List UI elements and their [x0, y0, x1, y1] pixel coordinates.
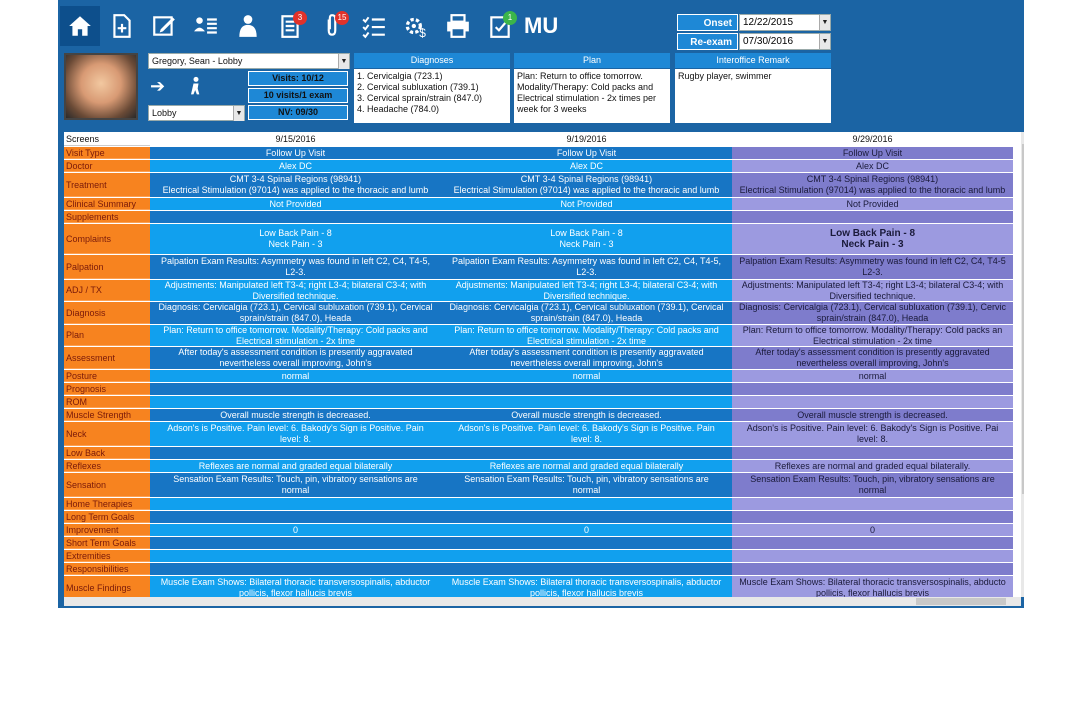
row-label: Assessment — [64, 347, 150, 369]
grid-row — [64, 255, 1021, 279]
grid-cell[interactable]: Adson's is Positive. Pain level: 6. Bakody's Sign is Positive. Pain level: 8. — [150, 422, 441, 446]
row-label: Treatment — [64, 173, 150, 197]
grid-cell[interactable]: Plan: Return to office tomorrow. Modality/Therapy: Cold packs and Electrical stimulation - 2x time — [150, 325, 441, 346]
notes-button[interactable] — [270, 6, 310, 46]
row-label: Palpation — [64, 255, 150, 279]
grid-cell[interactable]: After today's assessment condition is presently aggravated nevertheless overall improving, John's — [441, 347, 732, 369]
row-label: Reflexes — [64, 460, 150, 472]
row-label: Doctor — [64, 160, 150, 172]
diagnosis-line: 2. Cervical subluxation (739.1) — [357, 82, 479, 92]
grid-cell[interactable]: Diagnosis: Cervicalgia (723.1), Cervical subluxation (739.1), Cervic sprain/strain (847.0), Heada — [732, 302, 1013, 324]
grid-cell[interactable]: CMT 3-4 Spinal Regions (98941) Electrical Stimulation (97014) was applied to the thoracic and lumb — [441, 173, 732, 197]
person-icon — [235, 13, 261, 39]
row-label: Neck — [64, 422, 150, 446]
row-label: Complaints — [64, 224, 150, 254]
grid-cell[interactable]: Diagnosis: Cervicalgia (723.1), Cervical subluxation (739.1), Cervical sprain/strain (847.0), Heada — [441, 302, 732, 324]
reexam-label: Re-exam — [677, 33, 738, 50]
row-label: ADJ / TX — [64, 280, 150, 301]
horizontal-scrollbar[interactable] — [64, 597, 1021, 606]
grid-row — [64, 147, 1021, 159]
row-label: Home Therapies — [64, 498, 150, 510]
row-label: ROM — [64, 396, 150, 408]
grid-cell[interactable]: Adjustments: Manipulated left T3-4; right L3-4; bilateral C3-4; with Diversified technique. — [150, 280, 441, 301]
svg-text:$: $ — [419, 25, 426, 39]
onset-date-value: 12/22/2015 — [743, 17, 794, 28]
diagnoses-box[interactable] — [354, 69, 510, 123]
home-icon — [67, 13, 93, 39]
grid-cell[interactable]: Diagnosis: Cervicalgia (723.1), Cervical subluxation (739.1), Cervical sprain/strain (847.0), Heada — [150, 302, 441, 324]
grid-cell[interactable] — [150, 447, 441, 459]
row-label: Clinical Summary — [64, 198, 150, 210]
grid-cell[interactable]: Sensation Exam Results: Touch, pin, vibratory sensations are normal — [150, 473, 441, 497]
patient-name: Gregory, Sean - Lobby — [152, 56, 243, 66]
grid-row — [64, 576, 1021, 597]
grid-cell[interactable]: 0 — [150, 524, 441, 536]
grid-cell[interactable] — [732, 537, 1013, 549]
grid-cell[interactable] — [441, 396, 732, 408]
grid-cell[interactable] — [732, 211, 1013, 223]
attachments-button[interactable] — [312, 6, 352, 46]
patient-photo — [64, 53, 138, 120]
grid-cell[interactable]: Alex DC — [150, 160, 441, 172]
grid-cell[interactable]: Follow Up Visit — [441, 147, 732, 159]
row-label: Low Back — [64, 447, 150, 459]
grid-cell[interactable]: normal — [150, 370, 441, 382]
grid-cell[interactable] — [732, 447, 1013, 459]
home-button[interactable] — [60, 6, 100, 46]
patient-list-button[interactable] — [186, 6, 226, 46]
grid-cell[interactable]: CMT 3-4 Spinal Regions (98941) Electrical Stimulation (97014) was applied to the thoracic and lumb — [150, 173, 441, 197]
grid-cell[interactable]: Palpation Exam Results: Asymmetry was found in left C2, C4, T4-5, L2-3. — [441, 255, 732, 279]
row-label: Visit Type — [64, 147, 150, 159]
empty-area — [0, 608, 1080, 712]
grid-cell[interactable]: Overall muscle strength is decreased. — [441, 409, 732, 421]
row-label: Long Term Goals — [64, 511, 150, 523]
grid-cell[interactable]: Palpation Exam Results: Asymmetry was found in left C2, C4, T4-5 L2-3. — [732, 255, 1013, 279]
plan-line: week for 3 weeks — [517, 104, 587, 114]
new-document-button[interactable] — [102, 6, 142, 46]
grid-row — [64, 160, 1021, 172]
plan-line: Plan: Return to office tomorrow. — [517, 71, 643, 81]
visits-count: Visits: 10/12 — [248, 71, 348, 86]
visit-date-header[interactable]: 9/29/2016 — [732, 132, 1013, 146]
grid-cell[interactable]: Adson's is Positive. Pain level: 6. Bakody's Sign is Positive. Pain level: 8. — [441, 422, 732, 446]
scroll-thumb[interactable] — [1022, 144, 1024, 494]
plan-line: Modality/Therapy: Cold packs and — [517, 82, 654, 92]
grid-cell[interactable]: Follow Up Visit — [732, 147, 1013, 159]
grid-row — [64, 447, 1021, 459]
diagnosis-line: 1. Cervicalgia (723.1) — [357, 71, 443, 81]
grid-row — [64, 524, 1021, 536]
chevron-down-icon[interactable]: ▼ — [338, 54, 349, 69]
attachments-badge: 15 — [335, 11, 349, 25]
grid-cell[interactable]: Muscle Exam Shows: Bilateral thoracic transversospinalis, abductor pollicis, flexor hallucis brevis — [150, 576, 441, 597]
patient-button[interactable] — [228, 6, 268, 46]
arrow-right-icon[interactable]: ➔ — [150, 76, 166, 96]
patient-list-icon — [193, 13, 219, 39]
grid-cell[interactable]: 0 — [441, 524, 732, 536]
grid-cell[interactable] — [150, 537, 441, 549]
grid-cell[interactable] — [150, 563, 441, 575]
grid-cell[interactable]: After today's assessment condition is presently aggravated nevertheless overall improving, John's — [150, 347, 441, 369]
row-label: Supplements — [64, 211, 150, 223]
visit-date-header[interactable]: 9/15/2016 — [150, 132, 441, 146]
grid-header-label: Screens — [64, 132, 150, 146]
reexam-date-field[interactable] — [739, 33, 831, 50]
chevron-down-icon[interactable]: ▼ — [819, 15, 830, 30]
row-label: Responsibilities — [64, 563, 150, 575]
grid-row — [64, 498, 1021, 510]
grid-cell[interactable]: Palpation Exam Results: Asymmetry was found in left C2, C4, T4-5, L2-3. — [150, 255, 441, 279]
grid-cell[interactable]: Adson's is Positive. Pain level: 6. Bakody's Sign is Positive. Pai level: 8. — [732, 422, 1013, 446]
plan-header: Plan — [514, 53, 670, 68]
scroll-thumb[interactable] — [916, 598, 1006, 605]
notes-badge: 3 — [293, 11, 307, 25]
grid-row — [64, 173, 1021, 197]
grid-cell[interactable] — [441, 563, 732, 575]
grid-row — [64, 550, 1021, 562]
mu-button[interactable]: MU — [524, 13, 559, 38]
grid-cell[interactable]: Muscle Exam Shows: Bilateral thoracic transversospinalis, abductor pollicis, flexor hallucis brevis — [441, 576, 732, 597]
grid-row — [64, 370, 1021, 382]
diagnosis-line: 4. Headache (784.0) — [357, 104, 440, 114]
grid-cell[interactable] — [732, 550, 1013, 562]
grid-cell[interactable]: normal — [732, 370, 1013, 382]
checklist-icon — [361, 13, 387, 39]
remark-header: Interoffice Remark — [675, 53, 831, 68]
grid-cell[interactable] — [441, 537, 732, 549]
printer-icon — [445, 13, 471, 39]
grid-cell[interactable]: Low Back Pain - 8 Neck Pain - 3 — [441, 224, 732, 254]
grid-cell[interactable] — [150, 511, 441, 523]
grid-cell[interactable] — [441, 447, 732, 459]
remark-box[interactable] — [675, 69, 831, 123]
grid-cell[interactable]: Plan: Return to office tomorrow. Modality/Therapy: Cold packs an Electrical stimulation - 2x time — [732, 325, 1013, 346]
grid-cell[interactable] — [150, 211, 441, 223]
grid-cell[interactable] — [732, 498, 1013, 510]
diagnosis-line: 3. Cervical sprain/strain (847.0) — [357, 93, 483, 103]
vertical-scrollbar[interactable] — [1021, 132, 1024, 597]
grid-cell[interactable]: 0 — [732, 524, 1013, 536]
row-label: Sensation — [64, 473, 150, 497]
plan-box[interactable] — [514, 69, 670, 123]
gear-dollar-icon — [403, 13, 429, 39]
reexam-date-value: 07/30/2016 — [743, 36, 794, 47]
grid-cell[interactable]: Adjustments: Manipulated left T3-4; right L3-4; bilateral C3-4; with Diversified technique. — [732, 280, 1013, 301]
grid-row — [64, 563, 1021, 575]
grid-row — [64, 280, 1021, 301]
row-label: Prognosis — [64, 383, 150, 395]
row-label: Diagnosis — [64, 302, 150, 324]
grid-cell[interactable]: Reflexes are normal and graded equal bilaterally — [441, 460, 732, 472]
diagnoses-header: Diagnoses — [354, 53, 510, 68]
location-select[interactable] — [148, 105, 245, 121]
grid-row — [64, 460, 1021, 472]
edit-icon — [151, 13, 177, 39]
grid-row — [64, 422, 1021, 446]
visit-history-grid — [64, 132, 1021, 597]
grid-cell[interactable]: Reflexes are normal and graded equal bilaterally. — [732, 460, 1013, 472]
grid-cell[interactable] — [441, 511, 732, 523]
row-label: Extremities — [64, 550, 150, 562]
grid-cell[interactable]: Reflexes are normal and graded equal bilaterally — [150, 460, 441, 472]
walking-person-icon[interactable] — [186, 76, 208, 96]
grid-row — [64, 347, 1021, 369]
add-document-icon — [109, 13, 135, 39]
row-label: Plan — [64, 325, 150, 346]
row-label: Posture — [64, 370, 150, 382]
grid-cell[interactable] — [441, 550, 732, 562]
grid-cell[interactable]: CMT 3-4 Spinal Regions (98941) Electrical Stimulation (97014) was applied to the thoracic and lumb — [732, 173, 1013, 197]
grid-cell[interactable]: Low Back Pain - 8 Neck Pain - 3 — [732, 224, 1013, 254]
grid-cell[interactable]: Adjustments: Manipulated left T3-4; right L3-4; bilateral C3-4; with Diversified technique. — [441, 280, 732, 301]
grid-cell[interactable]: Overall muscle strength is decreased. — [150, 409, 441, 421]
grid-cell[interactable]: Low Back Pain - 8 Neck Pain - 3 — [150, 224, 441, 254]
patient-select[interactable] — [148, 53, 350, 69]
grid-cell[interactable]: Plan: Return to office tomorrow. Modality/Therapy: Cold packs and Electrical stimulation - 2x time — [441, 325, 732, 346]
billing-settings-button[interactable] — [396, 6, 436, 46]
row-label: Muscle Strength — [64, 409, 150, 421]
grid-cell[interactable]: Alex DC — [732, 160, 1013, 172]
tasks-badge: 1 — [503, 11, 517, 25]
grid-row — [64, 537, 1021, 549]
next-visit: NV: 09/30 — [248, 105, 348, 120]
grid-cell[interactable]: Sensation Exam Results: Touch, pin, vibratory sensations are normal — [441, 473, 732, 497]
visit-date-header[interactable]: 9/19/2016 — [441, 132, 732, 146]
onset-label: Onset — [677, 14, 738, 31]
grid-cell[interactable] — [732, 383, 1013, 395]
location-value: Lobby — [152, 108, 177, 118]
grid-row — [64, 325, 1021, 346]
chevron-down-icon[interactable]: ▼ — [233, 106, 244, 121]
tasks-button[interactable] — [480, 6, 520, 46]
onset-date-field[interactable] — [739, 14, 831, 31]
grid-cell[interactable]: Not Provided — [732, 198, 1013, 210]
grid-cell[interactable] — [732, 563, 1013, 575]
app-window — [58, 0, 1024, 608]
grid-cell[interactable]: Not Provided — [441, 198, 732, 210]
grid-cell[interactable] — [150, 498, 441, 510]
grid-row — [64, 396, 1021, 408]
grid-cell[interactable]: Follow Up Visit — [150, 147, 441, 159]
grid-row — [64, 511, 1021, 523]
grid-row — [64, 224, 1021, 254]
edit-button[interactable] — [144, 6, 184, 46]
row-label: Muscle Findings — [64, 576, 150, 597]
grid-row — [64, 211, 1021, 223]
grid-cell[interactable]: Alex DC — [441, 160, 732, 172]
grid-cell[interactable]: Overall muscle strength is decreased. — [732, 409, 1013, 421]
grid-cell[interactable] — [150, 550, 441, 562]
grid-row — [64, 409, 1021, 421]
grid-cell[interactable] — [150, 396, 441, 408]
grid-cell[interactable] — [732, 396, 1013, 408]
grid-row — [64, 383, 1021, 395]
grid-row — [64, 198, 1021, 210]
grid-cell[interactable] — [441, 211, 732, 223]
remark-line: Rugby player, swimmer — [678, 71, 772, 81]
chevron-down-icon[interactable]: ▼ — [819, 34, 830, 49]
plan-line: Electrical stimulation - 2x times per — [517, 93, 657, 103]
grid-cell[interactable]: normal — [441, 370, 732, 382]
grid-cell[interactable]: Not Provided — [150, 198, 441, 210]
grid-cell[interactable]: After today's assessment condition is presently aggravated nevertheless overall improving, John's — [732, 347, 1013, 369]
grid-cell[interactable] — [441, 498, 732, 510]
grid-cell[interactable] — [732, 511, 1013, 523]
row-label: Improvement — [64, 524, 150, 536]
row-label: Short Term Goals — [64, 537, 150, 549]
grid-cell[interactable]: Muscle Exam Shows: Bilateral thoracic transversospinalis, abducto pollicis, flexor hallucis brevis — [732, 576, 1013, 597]
grid-row — [64, 302, 1021, 324]
grid-cell[interactable]: Sensation Exam Results: Touch, pin, vibratory sensations are normal — [732, 473, 1013, 497]
visits-per-exam: 10 visits/1 exam — [248, 88, 348, 103]
grid-cell[interactable] — [150, 383, 441, 395]
print-button[interactable] — [438, 6, 478, 46]
grid-row — [64, 473, 1021, 497]
grid-header-row — [64, 132, 1021, 146]
grid-cell[interactable] — [441, 383, 732, 395]
checklist-button[interactable] — [354, 6, 394, 46]
